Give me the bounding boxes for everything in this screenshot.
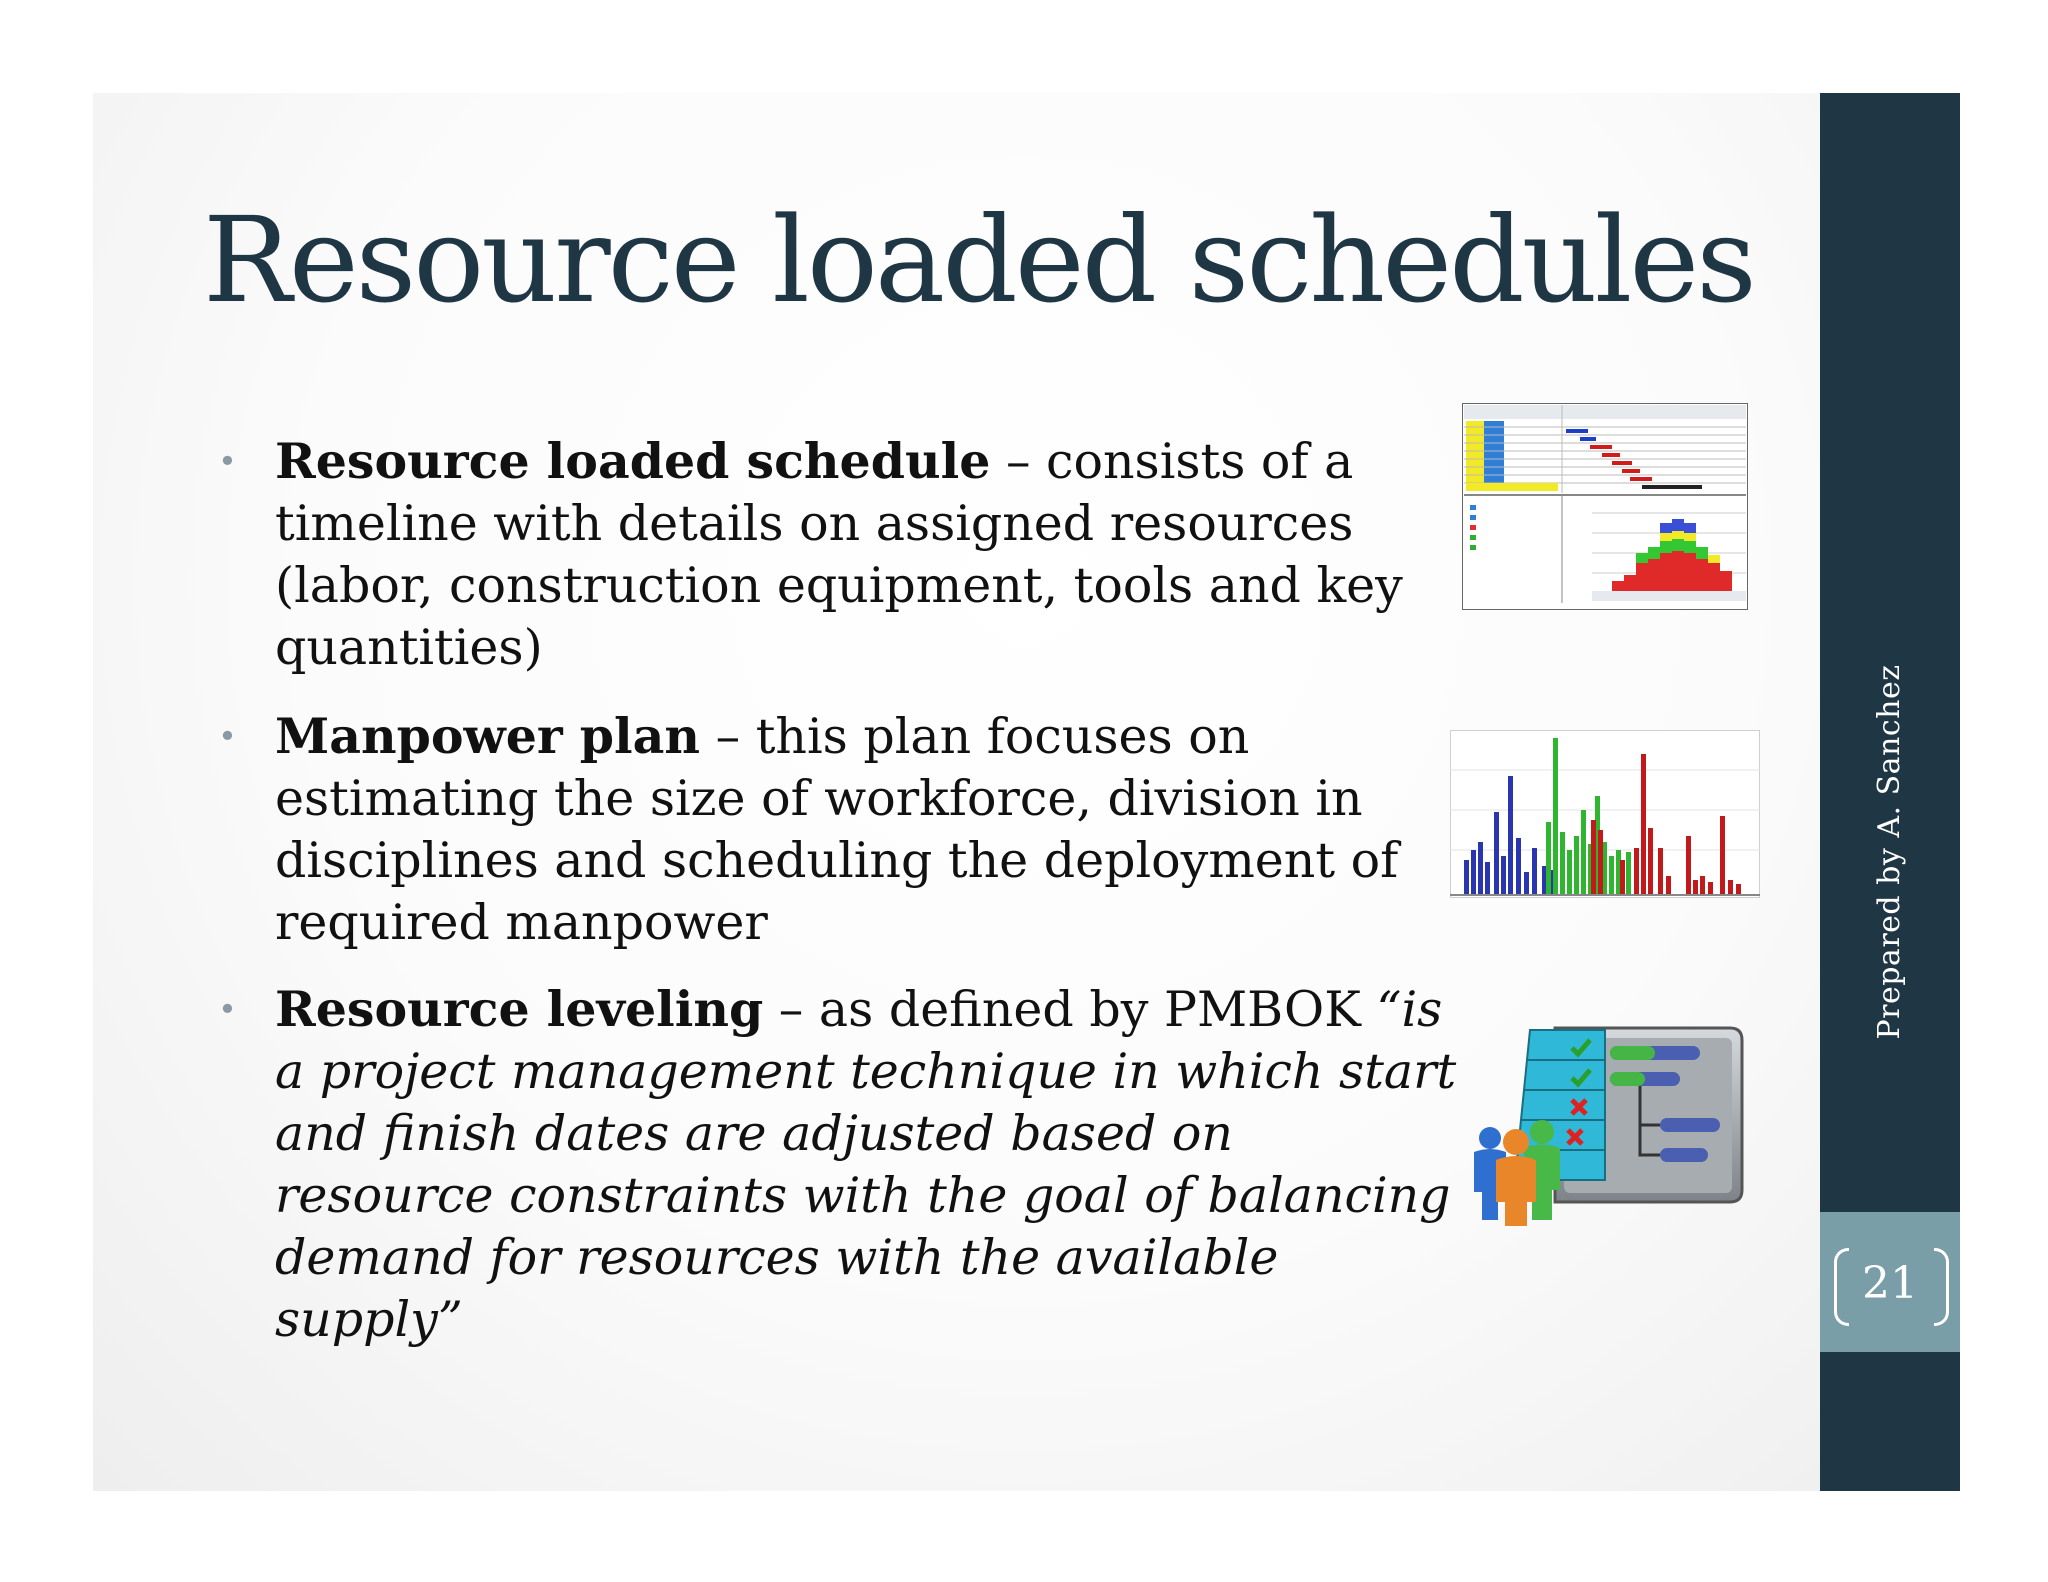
bullet-text [275, 705, 1458, 954]
bullet-text [275, 978, 1458, 1351]
prepared-by-label: Prepared by A. Sanchez [1872, 664, 1907, 1040]
bullet-resource-leveling [218, 978, 1458, 1351]
bullet-quote: “is a project management technique in which start and finish dates are adjusted based on resource constraints with the goal of balancing demand for resources with the available supply” [275, 981, 1457, 1348]
resource-leveling-icon [1460, 1020, 1760, 1230]
bullet-dot-icon: • [218, 990, 237, 1028]
bullet-term: Resource leveling [275, 980, 764, 1038]
page-number: 21 [1862, 1258, 1918, 1309]
gantt-screenshot-icon [1462, 403, 1748, 610]
bullet-dot-icon: • [218, 717, 237, 755]
bullet-manpower-plan [218, 705, 1458, 954]
bullet-description: – consists of a timeline with details on assigned resources (labor, construction equipment, tools and key quantities) [275, 433, 1403, 676]
bullet-description: – this plan focuses on estimating the size of workforce, division in disciplines and scheduling the deployment of required manpower [275, 708, 1399, 951]
bullet-term: Manpower plan [275, 707, 701, 765]
bullet-description: – as defined by PMBOK [763, 981, 1377, 1038]
slide-title: Resource loaded schedules [203, 191, 1754, 329]
bullet-term: Resource loaded schedule [275, 432, 991, 490]
bullet-resource-loaded-schedule [218, 430, 1458, 679]
manpower-histogram-icon [1450, 730, 1760, 898]
bullet-dot-icon: • [218, 442, 237, 480]
bullet-text [275, 430, 1458, 679]
